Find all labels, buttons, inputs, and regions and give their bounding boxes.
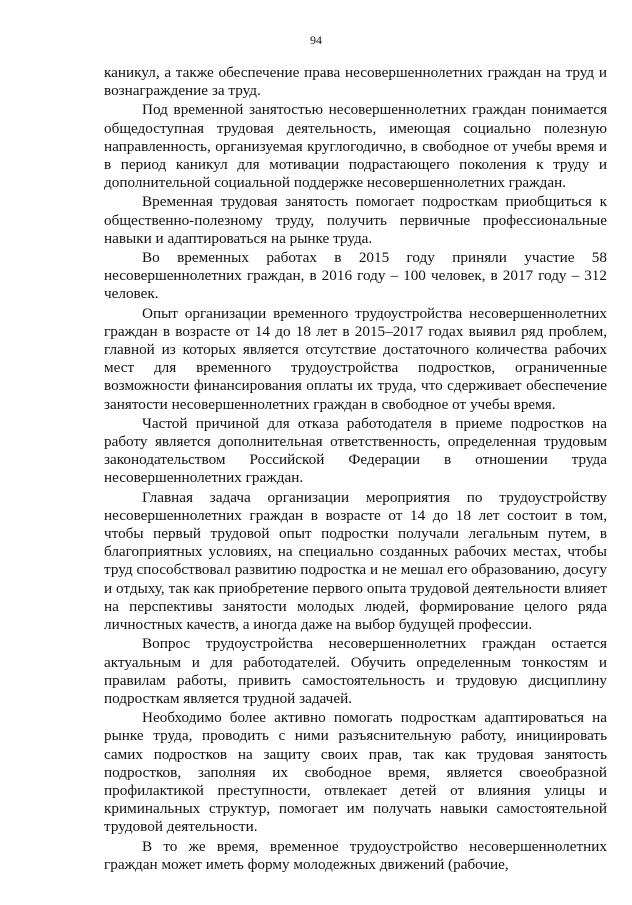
paragraph-8: Вопрос трудоустройства несовершеннолетних граждан остается актуальным и для работодателей. Обучить определенным тонкостям и правилам работы, привить самостоятельность и трудовую дисциплину подросткам является трудной задачей. bbox=[104, 635, 607, 707]
paragraph-3: Временная трудовая занятость помогает подросткам приобщиться к общественно-полезному труду, получить первичные профессиональные навыки и адаптироваться на рынке труда. bbox=[104, 193, 607, 247]
paragraph-10: В то же время, временное трудоустройство несовершеннолетних граждан может иметь форму молодежных движений (рабочие, bbox=[104, 837, 607, 873]
paragraph-1: каникул, а также обеспечение права несовершеннолетних граждан на труд и вознаграждение за труд. bbox=[104, 64, 607, 100]
paragraph-4: Во временных работах в 2015 году приняли участие 58 несовершеннолетних граждан, в 2016 году – 100 человек, в 2017 году – 312 человек. bbox=[104, 249, 607, 303]
paragraph-9: Необходимо более активно помогать подросткам адаптироваться на рынке труда, проводить с ними разъяснительную работу, инициировать самих подростков на защиту своих прав, так как трудовая занятость подростков, заполняя их свободное время, является своеобразной профилактикой преступности, отвлекает детей от влияния улицы и криминальных структур, помогает им получать навыки самостоятельной трудовой деятельности. bbox=[104, 709, 607, 836]
paragraph-2: Под временной занятостью несовершеннолетних граждан понимается общедоступная трудовая деятельность, имеющая социально полезную направленность, организуемая круглогодично, в свободное от учебы время и в период каникул для мотивации подрастающего поколения к труду и дополнительной социальной поддержке несовершеннолетних граждан. bbox=[104, 101, 607, 192]
page-number: 94 bbox=[310, 33, 322, 47]
paragraph-6: Частой причиной для отказа работодателя в приеме подростков на работу является дополнительная ответственность, определенная трудовым законодательством Российской Федерации в отношении труда несовершеннолетних граждан. bbox=[104, 414, 607, 487]
document-body bbox=[104, 64, 607, 875]
paragraph-5: Опыт организации временного трудоустройства несовершеннолетних граждан в возрасте от 14 до 18 лет в 2015–2017 годах выявил ряд проблем, главной из которых является отсутствие достаточного количества рабочих мест для временного трудоустройства подростков, ограниченные возможности финансирования оплаты их труда, что сдерживает обеспечение занятости несовершеннолетних граждан в свободное от учебы время. bbox=[104, 304, 607, 413]
paragraph-7: Главная задача организации мероприятия по трудоустройству несовершеннолетних граждан в возрасте от 14 до 18 лет состоит в том, чтобы первый трудовой опыт подростки получали легальным путем, в благоприятных условиях, на специально созданных рабочих местах, чтобы труд способствовал развитию подростка и не мешал его образованию, досугу и отдыху, так как приобретение первого опыта трудовой деятельности влияет на перспективы занятости молодых людей, формирование целого ряда личностных качеств, а иногда даже на выбор будущей профессии. bbox=[104, 488, 607, 634]
